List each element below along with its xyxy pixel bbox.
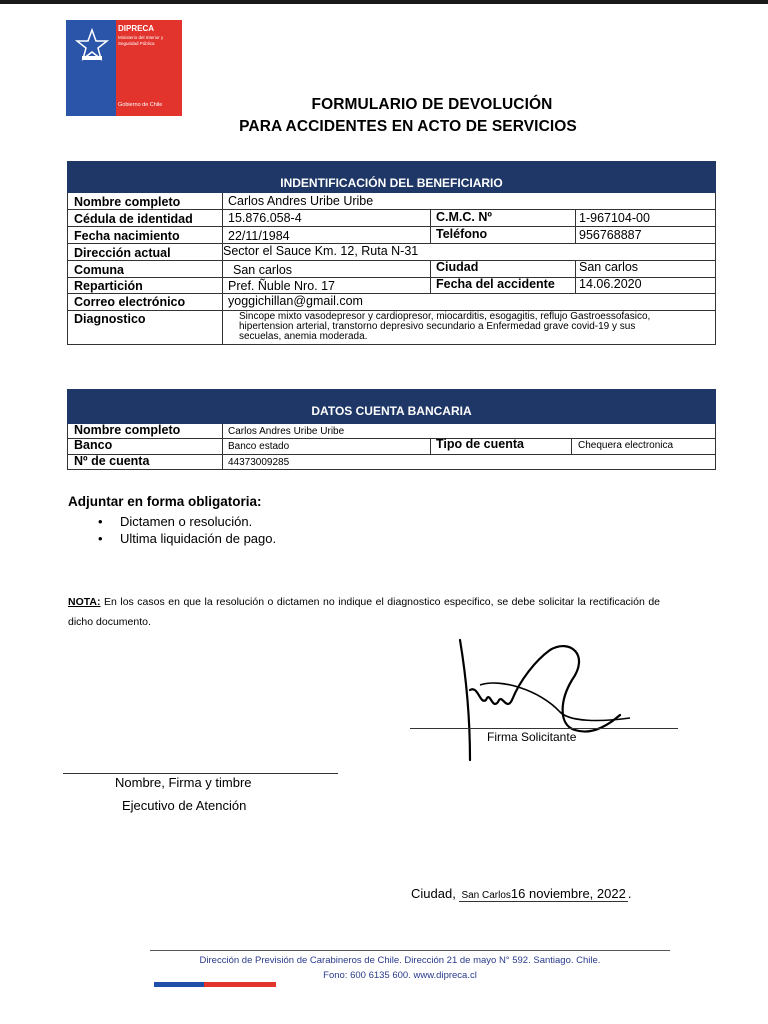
col-divider [575,260,576,293]
ciudad-fecha-label: Ciudad, [411,886,456,901]
banco-nombre-label: Nombre completo [74,423,181,437]
ejecutivo-label-1: Nombre, Firma y timbre [115,775,252,790]
beneficiario-header: INDENTIFICACIÓN DEL BENEFICIARIO [67,161,716,193]
bullet-icon: • [98,514,103,529]
diagnostico-label: Diagnostico [74,312,146,326]
flag-red [204,982,276,987]
col-divider [222,424,223,469]
cuenta-label: Nº de cuenta [74,454,150,468]
cmc-value: 1-967104-00 [579,211,650,225]
reparticion-label: Repartición [74,279,143,293]
beneficiario-table [67,193,716,345]
cedula-label: Cédula de identidad [74,212,193,226]
reparticion-value: Pref. Ñuble Nro. 17 [228,279,335,293]
direccion-value: Sector el Sauce Km. 12, Ruta N-31 [223,244,419,258]
coat-of-arms-icon [72,26,112,66]
firma-solicitante-line [410,728,678,729]
row-divider [68,209,715,210]
cedula-value: 15.876.058-4 [228,211,302,225]
ejecutivo-label-2: Ejecutivo de Atención [122,798,247,813]
col-divider [430,438,431,454]
form-title-line1: FORMULARIO DE DEVOLUCIÓN [311,96,553,113]
adjuntar-item [98,514,252,529]
ciudad-fecha-end: . [627,886,632,901]
logo-org: DIPRECA [118,24,155,33]
footer-contact: Fono: 600 6135 600. www.dipreca.cl [323,970,477,981]
nombre-value: Carlos Andres Uribe Uribe [228,194,374,208]
comuna-value: San carlos [233,263,293,277]
col-divider [571,438,572,454]
firma-solicitante-label: Firma Solicitante [487,730,577,744]
correo-label: Correo electrónico [74,295,186,309]
fecha-nacimiento-value: 22/11/1984 [228,229,290,243]
ciudad-fecha-ciudad: San Carlos [461,890,511,901]
signature-drawing [440,630,640,770]
adjuntar-title: Adjuntar en forma obligatoria: [68,494,262,509]
footer-divider [150,950,670,951]
cmc-label: C.M.C. Nº [436,210,492,224]
ciudad-fecha-fecha: 16 noviembre, 2022 [510,886,626,901]
telefono-value: 956768887 [579,228,642,242]
banco-header: DATOS CUENTA BANCARIA [67,389,716,424]
form-title-line2: PARA ACCIDENTES EN ACTO DE SERVICIOS [239,118,577,135]
fecha-accidente-label: Fecha del accidente [436,277,555,291]
correo-value: yoggichillan@gmail.com [228,294,363,308]
ciudad-value: San carlos [579,260,639,274]
ciudad-fecha [411,886,631,902]
banco-table [67,424,716,470]
col-divider [575,209,576,243]
comuna-label: Comuna [74,263,124,277]
diagnostico-value: Sincope mixto vasodepresor y cardiopresor, miocarditis, esogagitis, reflujo Gastroessofasico, hipertension arterial, transtorno depresivo secundario a Enfermedad grave covid-19 y sus secuelas, anemia moderada. [239,311,651,342]
logo-government: Gobierno de Chile [118,102,163,108]
col-divider [222,193,223,344]
row-divider [68,293,715,294]
flag-blue [154,982,204,987]
footer-address: Dirección de Previsión de Carabineros de Chile. Dirección 21 de mayo N° 592. Santiago. Chile. [199,955,601,966]
col-divider [715,424,716,469]
telefono-label: Teléfono [436,227,488,241]
tipo-cuenta-value: Chequera electronica [578,440,674,451]
col-divider [715,193,716,344]
top-border [0,0,768,4]
logo-subtitle: Ministerio del Interior y Seguridad Pública [118,35,164,46]
col-divider [430,260,431,293]
direccion-label: Dirección actual [74,246,171,260]
ciudad-fecha-fill [459,886,627,902]
adjuntar-item [98,531,276,546]
bullet-icon: • [98,531,103,546]
row-divider [68,226,715,227]
adjuntar-item-text: Dictamen o resolución. [120,514,253,529]
fecha-nacimiento-label: Fecha nacimiento [74,229,180,243]
row-divider [68,438,715,439]
row-divider [68,454,715,455]
nombre-label: Nombre completo [74,195,181,209]
adjuntar-item-text: Ultima liquidación de pago. [120,531,277,546]
col-divider [430,209,431,243]
tipo-cuenta-label: Tipo de cuenta [436,437,524,451]
banco-label: Banco [74,438,113,452]
nota-text: En los casos en que la resolución o dictamen no indique el diagnostico especifico, se debe solicitar la rectificación de dicho documento. [68,596,660,628]
banco-nombre-value: Carlos Andres Uribe Uribe [228,426,345,437]
nota [68,592,660,632]
banco-value: Banco estado [228,441,290,452]
cuenta-value: 44373009285 [228,457,290,468]
fecha-accidente-value: 14.06.2020 [579,277,642,291]
nota-label: NOTA: [68,596,101,608]
ciudad-label: Ciudad [436,260,479,274]
ejecutivo-line [63,773,338,774]
